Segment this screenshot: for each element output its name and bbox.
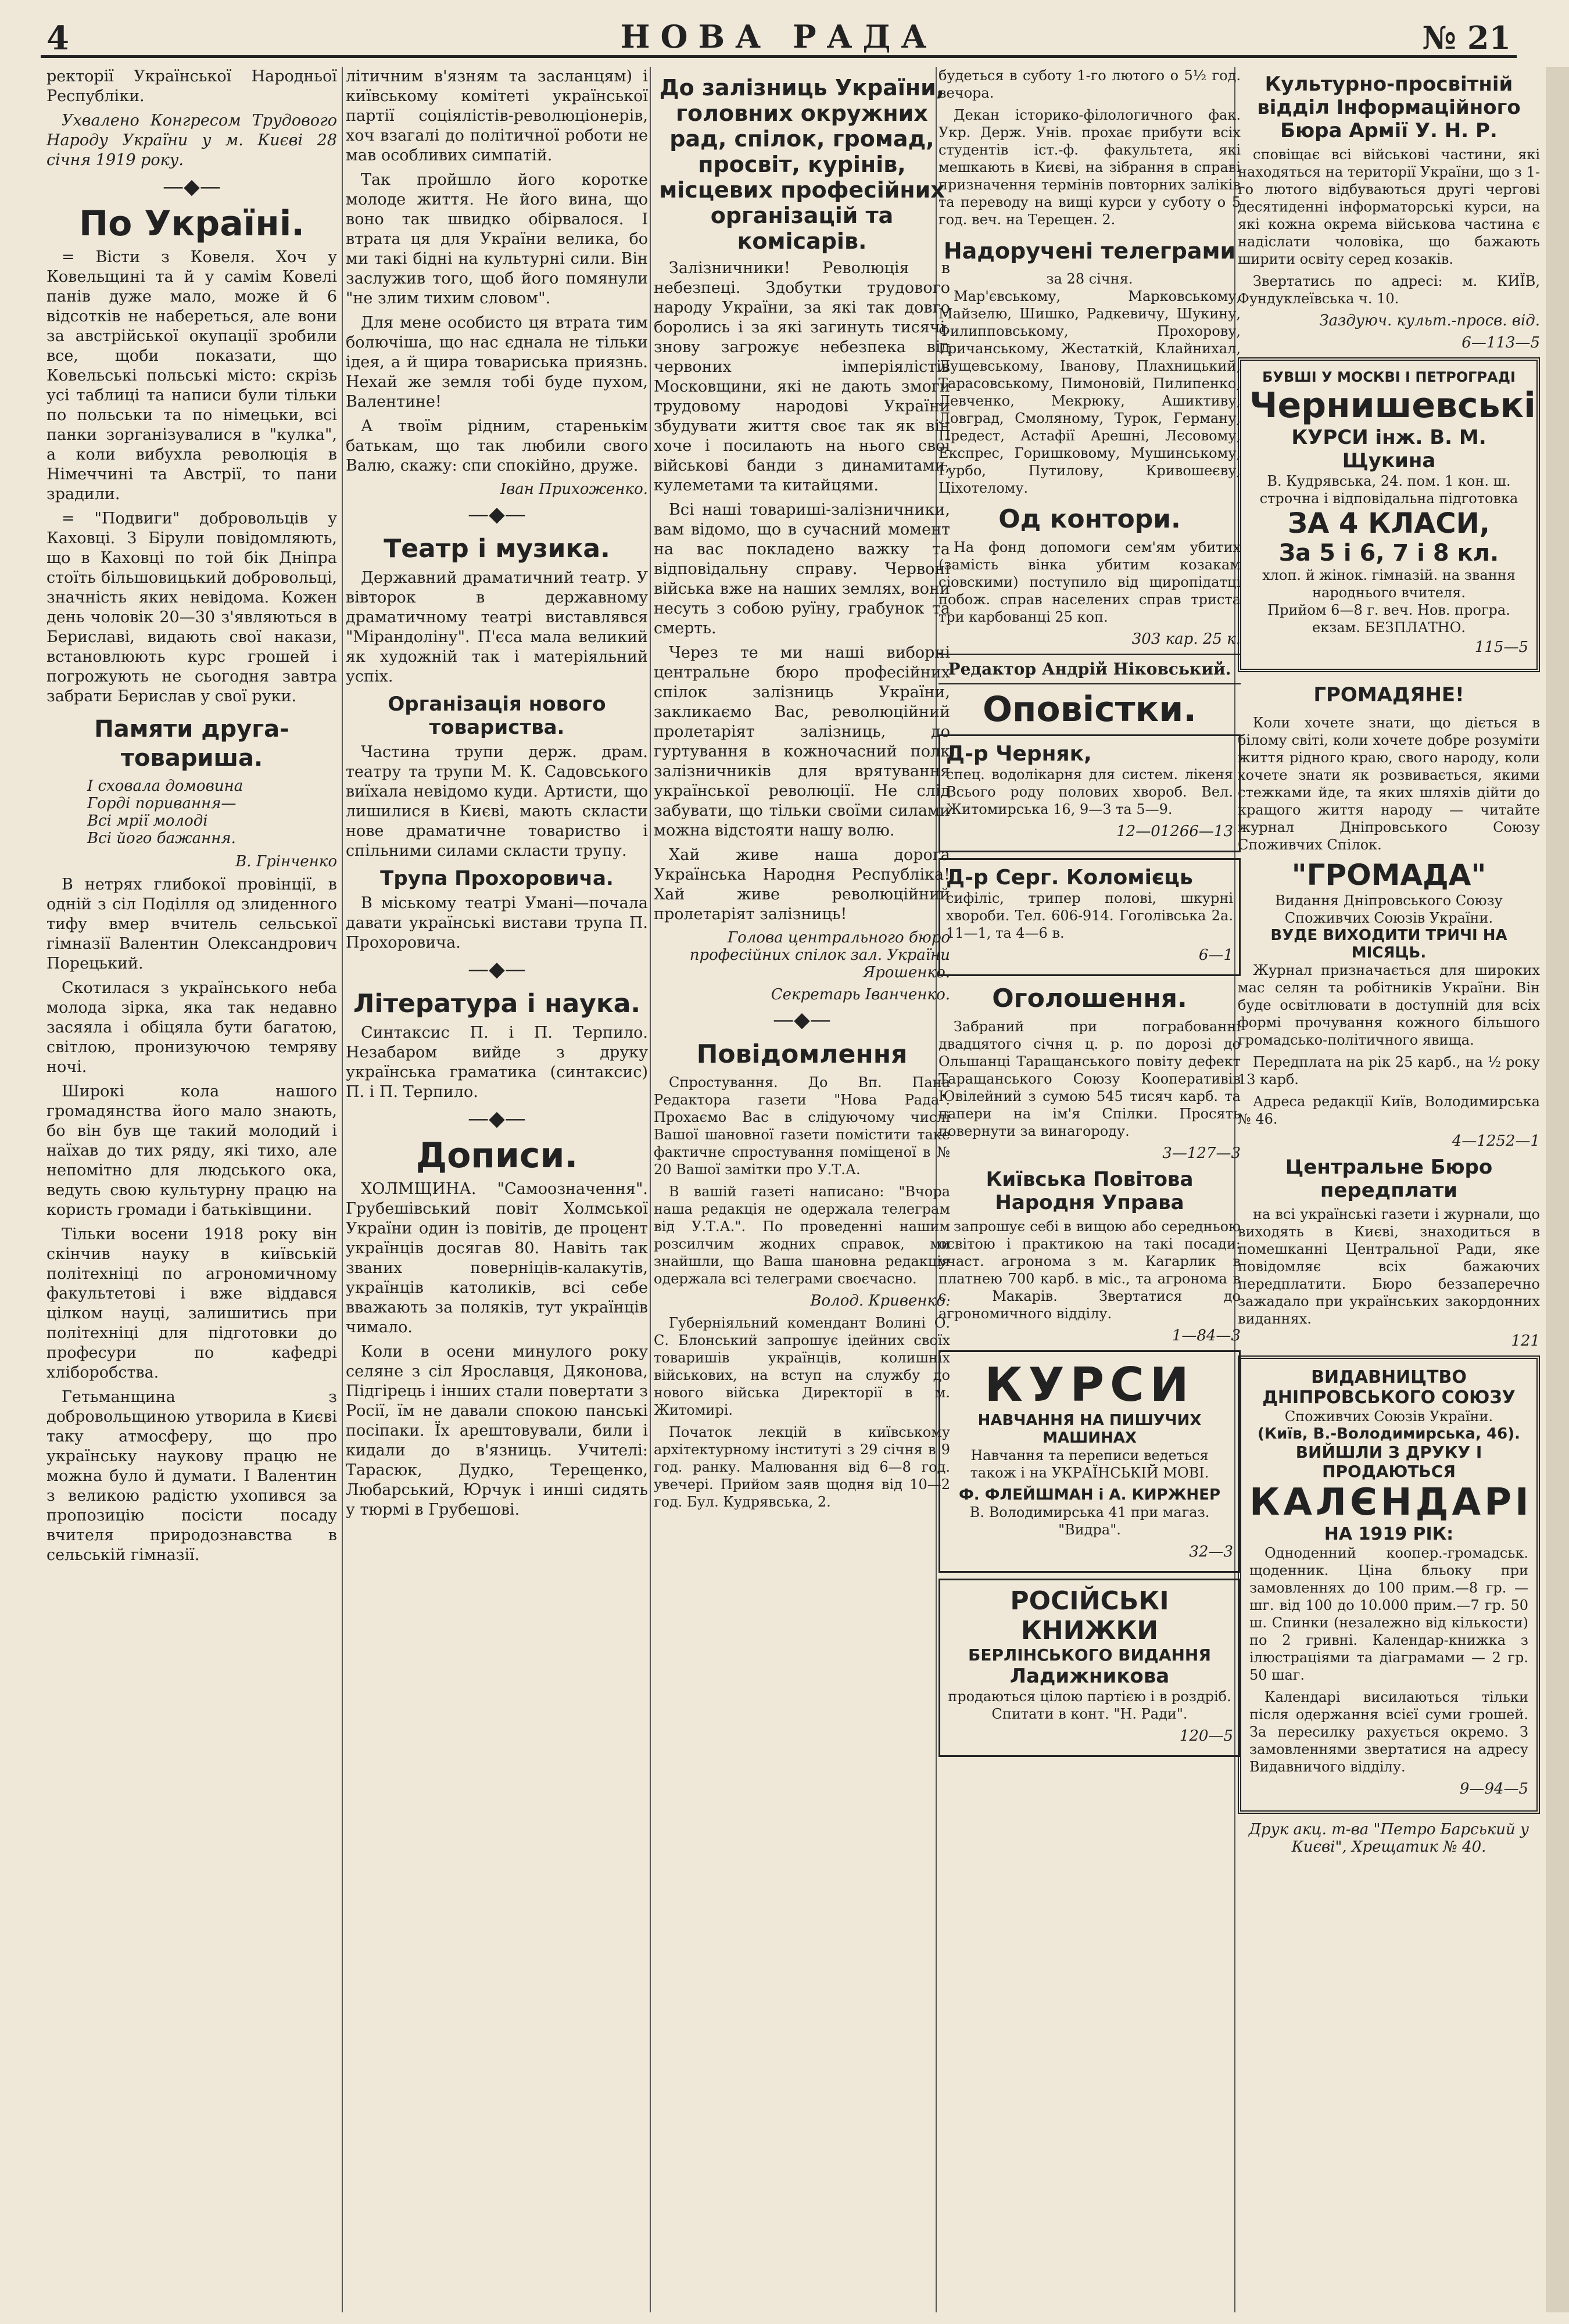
paragraph: Хай живе наша дорога Українська Народня Республіка! Хай живе революційний пролетаріят залізниць! xyxy=(654,846,950,923)
poem: І сховала домовина Горді поривання— Всі мрії молоді Всі його бажання. xyxy=(87,777,243,847)
newspaper-title: НОВА РАДА xyxy=(620,18,937,55)
ad-highlight: КАЛЄНДАРІ xyxy=(1249,1481,1532,1524)
paragraph: Для мене особисто ця втрата тим болючіша, що нас єднала не тільки ідея, а й щира товариська приязнь. Нехай же земля тобі буде пухом, Валентине! xyxy=(346,314,648,411)
signature: Голова центрального бюро професійних спілок зал. України Ярошенко. xyxy=(689,929,950,981)
column-rule xyxy=(342,67,343,2312)
section-heading: До залізниць України, головних окружних рад, спілок, громад, просвіт, курінів, місцевих професійних організацій та комісарів. xyxy=(659,75,945,254)
page-number: 4 xyxy=(46,19,69,58)
notice: Початок лекцій в київському архітектурному інституті з 29 січня в 9 год. ранку. Малювання від 6—8 год. увечері. Прийом заяв щодня від 10—2 год. Бул. Кудрявська, 2. xyxy=(654,1424,950,1510)
news-item: = Вісти з Ковеля. Хоч у Ковельщині та й у самім Ковелі панів дуже мало, може й 6 відсотків не набереться, але вони за австрійської окупації зробили все, щоби показати, що Ковельські польські місто: скрізь усі таблиці та написи були тільки по польськи та по німецьки, всі панки зорганізувалися в "кулка", а коли вибухла революція в Німеччині та Австрії, то пани зрадили. xyxy=(46,248,337,503)
signature: Іван Прихоженко. xyxy=(500,480,648,498)
ad-title: ВИДАВНИЦТВО ДНІПРОВСЬКОГО СОЮЗУ xyxy=(1262,1367,1516,1408)
ad-text: сифіліс, трипер полові, шкурні хвороби. Тел. 606-914. Гоголівська 2а. 11—1, та 4—6 в. xyxy=(946,890,1233,941)
ornament: —◆— xyxy=(468,1107,526,1131)
signature: В. Грінченко xyxy=(235,853,337,870)
ad-code: 6—113—5 xyxy=(1461,334,1540,352)
ad-highlight: НА 1919 РІК: xyxy=(1324,1524,1454,1544)
section-heading: Оголошення. xyxy=(992,984,1187,1013)
editor-line: Редактор Андрій Ніковський. xyxy=(938,654,1241,684)
printer-line: Друк акц. т-ва "Петро Барський у Києві", Хрещатик № 40. xyxy=(1248,1821,1529,1856)
section-heading: По Україні. xyxy=(78,203,305,244)
telegram-list: Мар'євському, Марковському, Майзелю, Шишко, Радкевичу, Шукину, Филипповському, Прохорову, Гричанському, Жестаткій, Клайнихал, Лущевському, Іванову, Плахницький, Тарасовському, Пимоновій, Пилипенко, Левченко, Мекрюку, Ашиктиву, Ловград, Смоляному, Турок, Герману, Предест, Астафії Арешні, Лєсовому, Експрес, Горишковому, Мушинському, Гурбо, Путилову, Кривошеєву, Ціхотелому. xyxy=(938,288,1241,496)
paragraph: Забраний при пограбованні двадцятого січня ц. р. по дорозі до Ольшанці Таращанського повіту дефект Таращанського Союзу Кооперативів Ювілейний з сумою 545 тисяч карб. та папери на ім'я Спілки. Просять повернути за винагороду. xyxy=(938,1018,1241,1139)
paragraph: літичним в'язням та засланцям) і київському комітеті української партії соціялістів-революціонерів, хоч взагалі до політичної роботи не мав особливих симпатій. xyxy=(346,67,648,164)
news-item: = "Подвиги" добровольців у Каховці. З Бірули повідомляють, що в Каховці по той бік Дніпра стоїть більшовицький добровольці, значність яких невідома. Кожен день чоловік 20—30 з'являються в Бериславі, видають свої накази, встановлюють курс грошей і погрожують не сьогодня завтра забрати Берислав у свої руки. xyxy=(46,510,337,705)
ad-subtitle: Споживчих Союзів України. xyxy=(1284,1408,1493,1425)
paragraph: Скотилася з українського неба молода зірка, яка так недавно засяяла і обіцяла бути багатою, світлою, пронизуючою темряву ночі. xyxy=(46,979,337,1076)
ad-text: Одноденний коопер.-громадськ. щоденник. Ціна бльоку при замовленнях до 100 прим.—8 гр. — шг. від 100 до 10.000 прим.—7 гр. 50 ш. Спинки (незалежно від кількости) по 2 гривні. Календар-книжка з ілюстраціями та діаграмами — 2 гр. 50 шаг. xyxy=(1249,1545,1528,1683)
ad-books xyxy=(938,1579,1241,1757)
notice: Спростування. До Вп. Пана Редактора газети "Нова Рада". Прохаємо Вас в слідуючому числі Вашої шановної газети помістити таке фактичне спростування поміщеної в № 20 Вашої замітки про У.Т.А. xyxy=(654,1074,950,1178)
ad-courses xyxy=(1238,357,1540,672)
paragraph: Частина трупи держ. драм. театру та трупи М. К. Садовського виїхала невідомо куди. Артисти, що лишилися в Києві, мають скласти нове драматичне товариство і спільними силами скласти трупу. xyxy=(346,743,648,860)
notice: Декан історико-філологичного фак. Укр. Держ. Унів. прохає прибути всіх студентів іст.-ф. факультета, які мешкають в Києві, на зібрання в справі призначення термінів повторних заліків та переводу на вищі курси у суботу о 5 год. веч. на Терещен. 2. xyxy=(938,107,1241,228)
ad-code: 3—127—3 xyxy=(1162,1145,1241,1162)
journal-frequency: ВУДЕ ВИХОДИТИ ТРИЧІ НА МІСЯЦЬ. xyxy=(1270,927,1507,962)
paragraph: Гетьманщина з добровольщиною утворила в Києві таку атмосферу, що про українську наукову працю не можна було й думати. І Валентин з великою радістю ухопився за пропозицію посісти посаду вчителя природознавства в сельській гімназії. xyxy=(46,1388,337,1564)
subheading: Київська Повітова Народня Управа xyxy=(986,1168,1194,1214)
ad-subtitle: БЕРЛІНСЬКОГО ВИДАННЯ xyxy=(968,1645,1211,1665)
section-heading: Оповістки. xyxy=(982,689,1197,730)
ad-doctor xyxy=(938,858,1241,976)
section-heading: Надоручені телеграми xyxy=(943,238,1236,264)
section-heading: Центральне Бюро передплати xyxy=(1285,1156,1493,1202)
section-heading: Повідомлення xyxy=(696,1039,908,1069)
ornament: —◆— xyxy=(468,503,526,526)
paragraph: на всі українські газети і журнали, що виходять в Києві, знаходиться в помешканні Центральної Ради, яке повідомляє всіх бажаючих передплатити. Бюро беззаперечно зажадало при українських закордонних виданнях. xyxy=(1238,1206,1540,1327)
ad-code: 115—5 xyxy=(1474,639,1528,656)
ad-title: Чернишевські xyxy=(1249,385,1536,426)
paragraph: Через те ми наші виборні центральне бюро професійних спілок залізниць України, закликаємо Вас, революційний пролетаріят залізниць, до гуртування в кожночасний полк залізничників для врятування української революції. Не слід забувати, що тільки своїми силами можна відстояти нашу волю. xyxy=(654,644,950,840)
ad-code: 120—5 xyxy=(1179,1727,1233,1745)
ad-calendars xyxy=(1238,1355,1540,1814)
section-heading: Памяти друга-товариша. xyxy=(94,716,289,772)
paragraph: будеться в суботу 1-го лютого о 5½ год. вечора. xyxy=(938,67,1241,101)
paragraph: Звертатись по адресі: м. КИЇВ, Фундуклеївська ч. 10. xyxy=(1238,273,1540,307)
paragraph: Залізничники! Революція в небезпеці. Здобутки трудового народу України, за які так довго боролись і за які загинуть тисячі, знову загрожує небезпека від червоних імперіялістів Московщини, які не дають змоги трудовому народові України збудувати життя своє так як він хоче і посилають на нього свої військові банди з динамитами, кулеметами та китайцями. xyxy=(654,259,950,494)
signature: Волод. Кривенко. xyxy=(810,1292,950,1310)
signature: Заздуюч. культ.-просв. від. xyxy=(1319,312,1540,329)
ornament: —◆— xyxy=(163,175,221,199)
column-2 xyxy=(346,67,648,2312)
column-3 xyxy=(654,67,950,2312)
ad-name: Д-р Серг. Коломієць xyxy=(946,866,1193,890)
notice: В вашій газеті написано: "Вчора наша редакція не одержала телеграм від У.Т.А.". По проведенні нашим розсилчим жодних справок, ми знайшли, що Ваша шановна редакція одержала всі телеграми своєчасно. xyxy=(654,1183,950,1287)
telegram-date: за 28 січня. xyxy=(1046,271,1133,287)
ad-code: 4—1252—1 xyxy=(1452,1132,1540,1150)
ad-text: продаються цілою партією і в роздріб. Спитати в конт. "Н. Ради". xyxy=(948,1688,1231,1722)
section-heading: Театр і музика. xyxy=(384,534,610,564)
issue-number: № 21 xyxy=(1422,19,1511,56)
paragraph: Журнал призначається для широких мас селян та робітників України. Він буде освітлювати в доступній для всіх формі прочування кожного більшого громадсько-політичного явища. xyxy=(1238,962,1540,1048)
ornament: —◆— xyxy=(773,1008,831,1032)
ad-code: 6—1 xyxy=(1198,946,1233,964)
paragraph: Широкі кола нашого громадянства його мало знають, бо він був ще такий молодий і наїхав до тих ряду, які тихо, але непомітно для людського ока, ведуть свою культурну працю на користь громади і батьківщини. xyxy=(46,1082,337,1219)
ad-title: КУРСИ інж. В. М. Щукина xyxy=(1291,426,1486,472)
ad-code: 121 xyxy=(1511,1332,1540,1350)
paragraph: Державний драматичний театр. У вівторок в державному драматичному театрі виставлявся "Мірандоліну". П'єса мала великий як художній так і матеріяльний успіх. xyxy=(346,569,648,686)
paragraph: Так пройшло його коротке молоде життя. Не його вина, що воно так швидко обірвалося. І втрата ця для України велика, бо ми такі бідні на культурні сили. Він заслужив того, щоб його помянули "не злим тихим словом". xyxy=(346,171,648,307)
ad-highlight: За 5 і 6, 7 і 8 кл. xyxy=(1278,540,1499,566)
subheading: Трупа Прохоровича. xyxy=(380,867,614,890)
paragraph: Синтаксис П. і П. Терпило. Незабаром вийде з друку українська граматика (синтаксис) П. і П. Терпило. xyxy=(346,1024,648,1101)
ad-text: Календарі висилаються тільки після одержання всієї суми грошей. За пересилку рахується окремо. З замовленнями звертатися на адресу Видавничого відділу. xyxy=(1249,1689,1528,1775)
ad-text: спец. водолікарня для систем. лікеня Всього роду полових хвороб. Вел. Житомирська 16, 9—3 та 5—9. xyxy=(946,766,1233,817)
ad-code: 32—3 xyxy=(1189,1543,1233,1561)
paragraph: запрошує себі в вищою або середньою освітою і практикою на такі посади: участ. агронома з м. Кагарлик в платнею 700 карб. в міс., та агронома в с. Макарів. Звертатися до агрономичного відділу. xyxy=(938,1218,1241,1322)
adjacent-page-edge xyxy=(1546,67,1569,2312)
ad-text: Прийом 6—8 г. веч. Нов. програ. екзам. БЕЗПЛАТНО. xyxy=(1267,602,1510,636)
ad-text: хлоп. й жінок. гімназій. на звання народнього вчителя. xyxy=(1262,567,1516,601)
section-heading: Література і наука. xyxy=(353,989,641,1018)
ad-highlight: ЗА 4 КЛАСИ, xyxy=(1288,507,1490,540)
paragraph: Тільки восени 1918 року він скінчив науку в київській політехніці по агрономичному факультетові і вже віддався цілком науці, залишитись при політехніці для підготовки до професури по кафедрі хліборобства. xyxy=(46,1225,337,1382)
subheading: Організація нового товариства. xyxy=(388,693,606,739)
ad-text: В. Володимирська 41 при магаз. "Видра". xyxy=(969,1504,1210,1538)
section-heading: ГРОМАДЯНЕ! xyxy=(1313,683,1464,706)
signature: Секретарь Іванченко. xyxy=(771,986,950,1003)
ad-names: Ф. ФЛЕЙШМАН і А. КИРЖНЕР xyxy=(958,1486,1221,1504)
paragraph: Ухвалено Конгресом Трудового Народу України у м. Києві 28 січня 1919 року. xyxy=(46,112,337,169)
ornament: —◆— xyxy=(468,957,526,981)
paragraph: Передплата на рік 25 карб., на ½ року 13 карб. xyxy=(1238,1054,1540,1088)
ad-doctor xyxy=(938,734,1241,852)
paragraph: ректорії Української Народньої Республіки. xyxy=(46,67,337,105)
ad-text: строчна і відповідальна підготовка xyxy=(1259,490,1518,507)
paragraph: В нетрях глибокої провінції, в одній з сіл Поділля од злиденного тифу вмер вчитель сельської гімназії Валентин Олександрович Порецький. xyxy=(46,876,337,973)
paragraph: ХОЛМЩИНА. "Самоозначення". Грубешівський повіт Холмської України один із повітів, де процент українців досягав 80. Навіть так званих поверніців-калакутів, українців католиків, всі себе вважають за поляків, тут українців чимало. xyxy=(346,1180,648,1336)
paragraph: сповіщає всі військові частини, які находяться на території України, що з 1-го лютого відбуваються другі чергові десятиденні інформаторські курси, на які кожна окрема військова частина є надіслати чоловіка, що бажають ширити освіту серед козаків. xyxy=(1238,146,1540,267)
ad-name: Д-р Черняк, xyxy=(946,742,1092,766)
ad-top: БУВШІ У МОСКВІ І ПЕТРОГРАДІ xyxy=(1262,369,1516,385)
notice: Губерніяльний комендант Волині О. С. Блонський запрошує ідейних своїх товаришів українців, колишніх військових, на вступ на службу до нового війська Директорії в м. Житомирі. xyxy=(654,1315,950,1418)
ad-code: 12—01266—13 xyxy=(1116,823,1233,840)
ad-text: ВИЙШЛИ З ДРУКУ І ПРОДАЮТЬСЯ xyxy=(1295,1443,1482,1481)
page-header xyxy=(41,15,1517,58)
ad-address: (Київ, В.-Володимирська, 46). xyxy=(1258,1425,1520,1443)
section-heading: Дописи. xyxy=(415,1135,578,1176)
journal-subtitle: Видання Дніпровського Союзу Споживчих Союзів України. xyxy=(1275,892,1503,926)
ad-title: КУРСИ xyxy=(984,1358,1195,1412)
ad-address: В. Кудрявська, 24. пом. 1 кон. ш. xyxy=(1267,473,1511,489)
paragraph: В міському театрі Умані—почала давати українські вистави трупа П. Прохоровича. xyxy=(346,894,648,952)
paragraph: Всі наші товариші-залізничники, вам відомо, що в сучасний момент на вас покладено важку та відповідальну справу. Червоні війська вже на наших землях, вони несуть з собою руїну, грабунок та смерть. xyxy=(654,501,950,637)
ad-text: Навчання та переписи ведеться також і на УКРАЇНСЬКІЙ МОВІ. xyxy=(970,1447,1209,1481)
section-heading: Культурно-просвітній відділ Інформаційного Бюра Армії У. Н. Р. xyxy=(1257,73,1521,142)
journal-title: "ГРОМАДА" xyxy=(1291,858,1486,892)
paragraph: Адреса редакції Київ, Володимирська № 46. xyxy=(1238,1093,1540,1127)
column-rule xyxy=(650,67,651,2312)
column-4 xyxy=(938,67,1241,2312)
ad-typing-courses xyxy=(938,1350,1241,1573)
ad-subtitle: НАВЧАННЯ НА ПИШУЧИХ МАШИНАХ xyxy=(977,1412,1202,1447)
ad-code: 9—94—5 xyxy=(1459,1780,1528,1798)
section-heading: Од контори. xyxy=(998,504,1181,534)
amount: 303 кар. 25 к. xyxy=(1131,630,1241,648)
paragraph: А твоїм рідним, старенькім батькам, що так любили свого Валю, скажу: спи спокійно, друже. xyxy=(346,417,648,475)
column-5 xyxy=(1238,67,1540,2312)
ad-name: Ладижникова xyxy=(1009,1665,1170,1688)
paragraph: На фонд допомоги сем'ям убитих (замість вінка убитим козакам сіовскими) поступило від щиропідатці побож. справ населених справ триста три карбованці 25 коп. xyxy=(938,539,1241,625)
ad-title: РОСІЙСЬКІ КНИЖКИ xyxy=(1010,1586,1169,1645)
paragraph: Коли хочете знати, що діється в білому світі, коли хочете добре розуміти життя рідного краю, свого народу, коли хочете знати як розвивається, якими стежками йде, та яких шляхів дійти до кращого життя народу — читайте журнал Дніпровського Союзу Споживчих Спілок. xyxy=(1238,715,1540,853)
paragraph: Коли в осени минулого року селяне з сіл Ярославця, Дяконова, Підгірець і інших стали повертати з Росії, їм не давали спокою панські посіпаки. Їх арештовували, били і кидали до в'язниць. Учителі: Тарасюк, Дудко, Терещенко, Любарський, Юрчук і инші сидять у тюрмі в Грубешові. xyxy=(346,1343,648,1519)
ad-code: 1—84—3 xyxy=(1172,1327,1241,1344)
column-1 xyxy=(46,67,337,2312)
